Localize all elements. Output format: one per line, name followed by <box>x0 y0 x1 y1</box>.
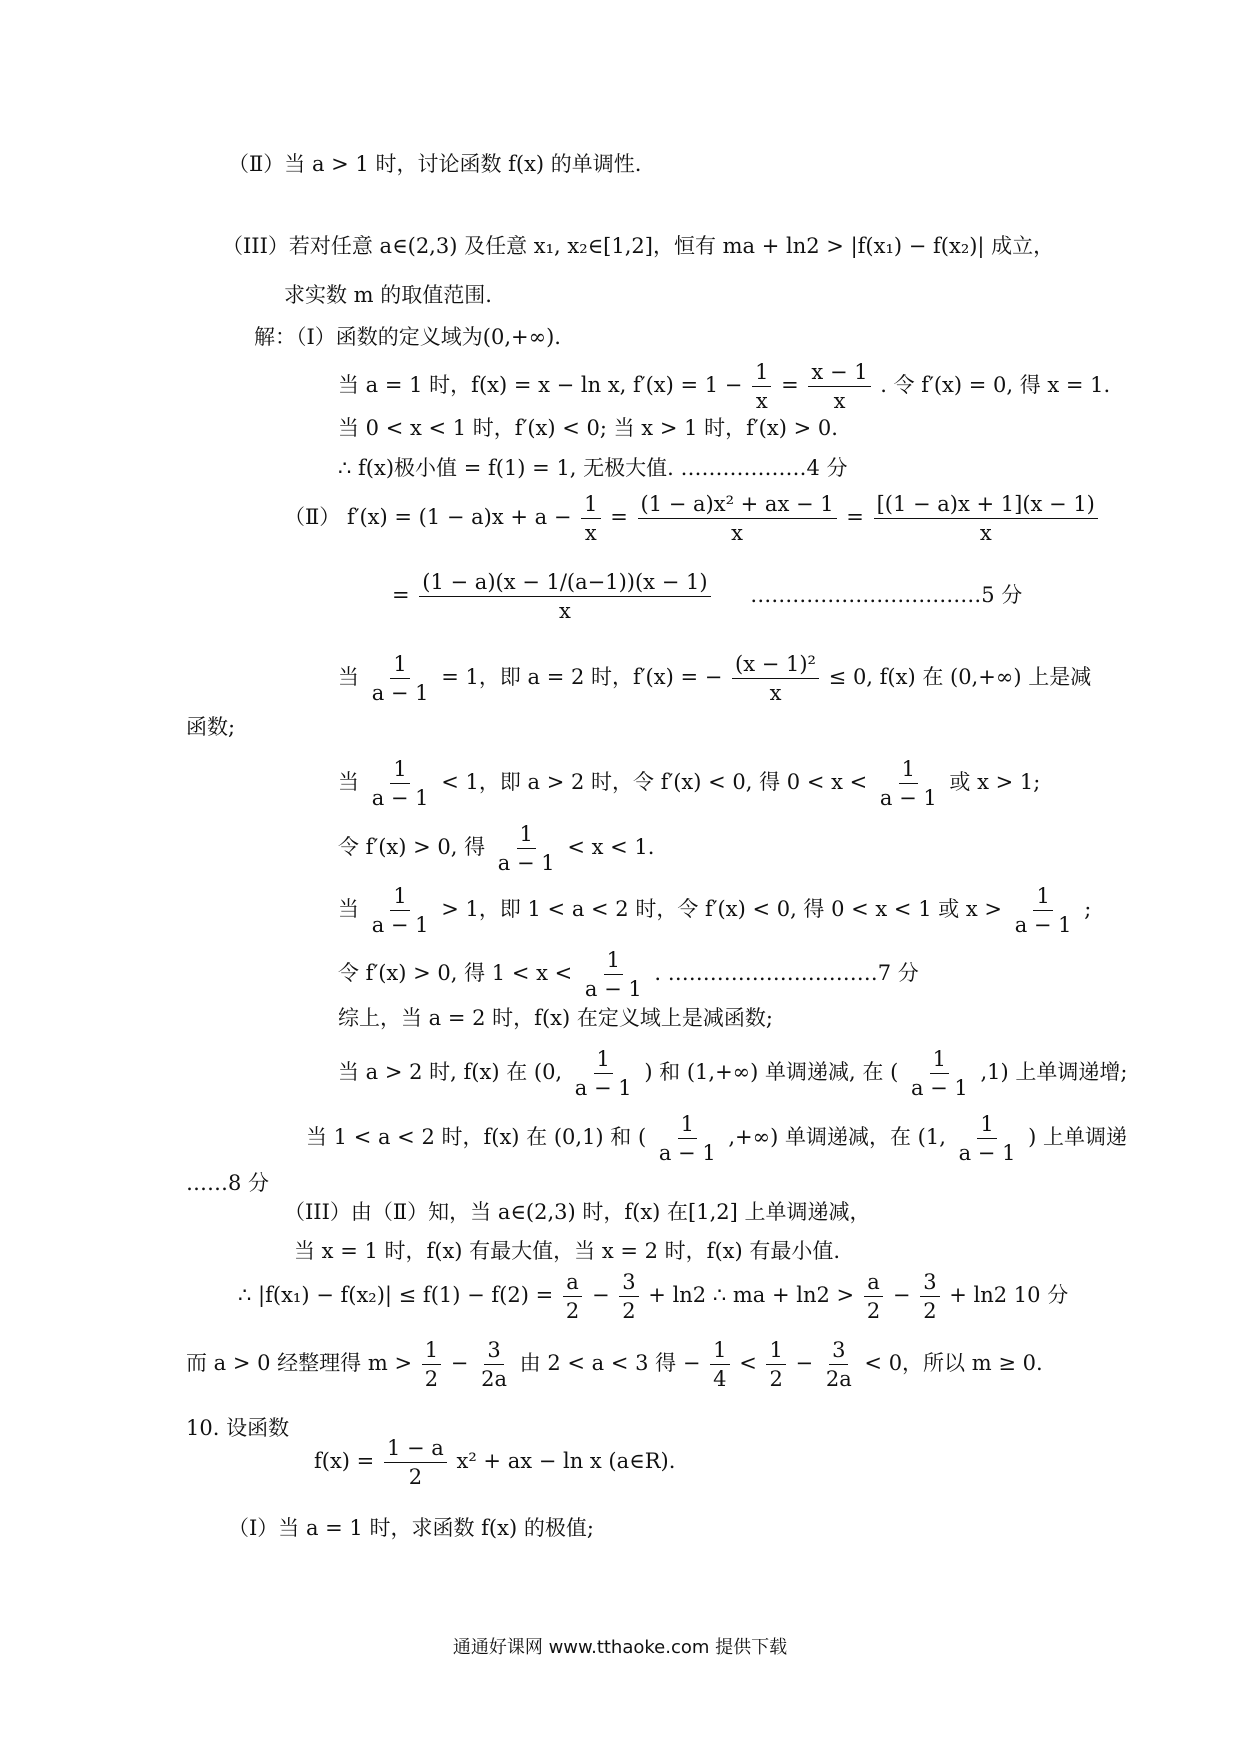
solution-extremum: ∴ f(x)极小值 = f(1) = 1, 无极大值. ………………4 分 <box>338 456 848 480</box>
solution-part-3: （III）由（Ⅱ）知，当 a∈(2,3) 时，f(x) 在[1,2] 上单调递减， <box>284 1200 871 1224</box>
solution-part-1-domain: 解：（Ⅰ）函数的定义域为(0,+∞). <box>254 325 561 349</box>
case-a-between-1-2-increasing: 令 f′(x) > 0, 得 1 < x < $\frac{1}{a - 1}$ . …………………………7 分 <box>338 948 919 1001</box>
problem-10-heading: 10. 设函数 <box>186 1416 290 1440</box>
fraction: $\frac{1}{x}$ <box>752 358 771 415</box>
problem-10-function: f(x) = $\frac{1 - a}{2}$ x² + ax − ln x (a∈R). <box>314 1436 676 1489</box>
problem-part-2: （Ⅱ）当 a > 1 时，讨论函数 f(x) 的单调性. <box>228 152 642 176</box>
problem-part-3-cont: 求实数 m 的取值范围. <box>284 283 492 307</box>
score-8: ……8 分 <box>186 1171 270 1195</box>
summary-line-1: 综上，当 a = 2 时，f(x) 在定义域上是减函数; <box>338 1006 773 1030</box>
fraction: $\frac{x - 1}{x}$ <box>808 358 870 415</box>
solution-part-2-derivative: （Ⅱ） f′(x) = (1 − a)x + a − $\frac{1}{x}$ = $\frac{\text{(1 − a)x² + ax − 1}}{x}$ = $\frac{[(1 - a)x + 1](x - 1)}{x}$ <box>284 490 1101 547</box>
case-a-greater-2-increasing: 令 f′(x) > 0, 得 $\frac{1}{a - 1}$ < x < 1. <box>338 822 655 875</box>
solution-part-3-conclusion: 而 a > 0 经整理得 m > $\frac{1}{2}$ − $\frac{3}{2a}$ 由 2 < a < 3 得 − $\frac{1}{4}$ < $\frac{1}{2}$ − $\frac{3}{2a}$ < 0，所以 m ≥ 0. <box>186 1338 1043 1391</box>
summary-line-2: 当 a > 2 时, f(x) 在 (0, $\frac{1}{a - 1}$ ) 和 (1,+∞) 单调递减, 在 ( $\frac{1}{a - 1}$ ,1) 上单调递增; <box>338 1047 1128 1100</box>
case-a-between-1-2: 当 $\frac{1}{a - 1}$ > 1，即 1 < a < 2 时，令 f′(x) < 0, 得 0 < x < 1 或 x > $\frac{1}{a - 1}$ ; <box>338 884 1092 937</box>
solution-part-3-extrema: 当 x = 1 时，f(x) 有最大值，当 x = 2 时，f(x) 有最小值. <box>294 1239 841 1263</box>
footer-text: 通通好课网 www.tthaoke.com 提供下载 <box>452 1637 788 1658</box>
solution-line-a1: 当 a = 1 时，f(x) = x − ln x, f′(x) = 1 − $\frac{1}{x}$ = $\frac{x - 1}{x}$ . 令 f′(x) = 0, 得 x = 1. <box>338 360 1111 413</box>
problem-10-part-1: （Ⅰ）当 a = 1 时，求函数 f(x) 的极值; <box>228 1516 594 1540</box>
summary-line-3: 当 1 < a < 2 时，f(x) 在 (0,1) 和 ( $\frac{1}{a - 1}$ ,+∞) 单调递减，在 (1, $\frac{1}{a - 1}$ ) 上单调递 <box>306 1112 1127 1165</box>
case-a-equals-2: 当 $\frac{1}{a - 1}$ = 1，即 a = 2 时，f′(x) = − $\frac{\text{(x − 1)²}}{x}$ ≤ 0, f(x) 在 (0,+∞) 上是减 <box>338 652 1092 705</box>
problem-part-3: （III）若对任意 a∈(2,3) 及任意 x₁, x₂∈[1,2]，恒有 ma + ln2 > |f(x₁) − f(x₂)| 成立， <box>222 234 1055 258</box>
solution-factored: = $\frac{(1 - a)(x - 1/(a-1))(x - 1)}{x}$ ……………………………5 分 <box>392 570 1023 623</box>
solution-part-3-inequality: ∴ |f(x₁) − f(x₂)| ≤ f(1) − f(2) = $\frac{a}{2}$ − $\frac{3}{2}$ + ln2 ∴ ma + ln2 > $\frac{a}{2}$ − $\frac{3}{2}$ + ln2 10 分 <box>238 1270 1069 1323</box>
case-a-greater-2: 当 $\frac{1}{a - 1}$ < 1，即 a > 2 时，令 f′(x) < 0, 得 0 < x < $\frac{1}{a - 1}$ 或 x > 1; <box>338 757 1041 810</box>
case-a-equals-2-cont: 函数; <box>186 715 236 739</box>
solution-sign-analysis: 当 0 < x < 1 时，f′(x) < 0; 当 x > 1 时，f′(x) > 0. <box>338 416 838 440</box>
